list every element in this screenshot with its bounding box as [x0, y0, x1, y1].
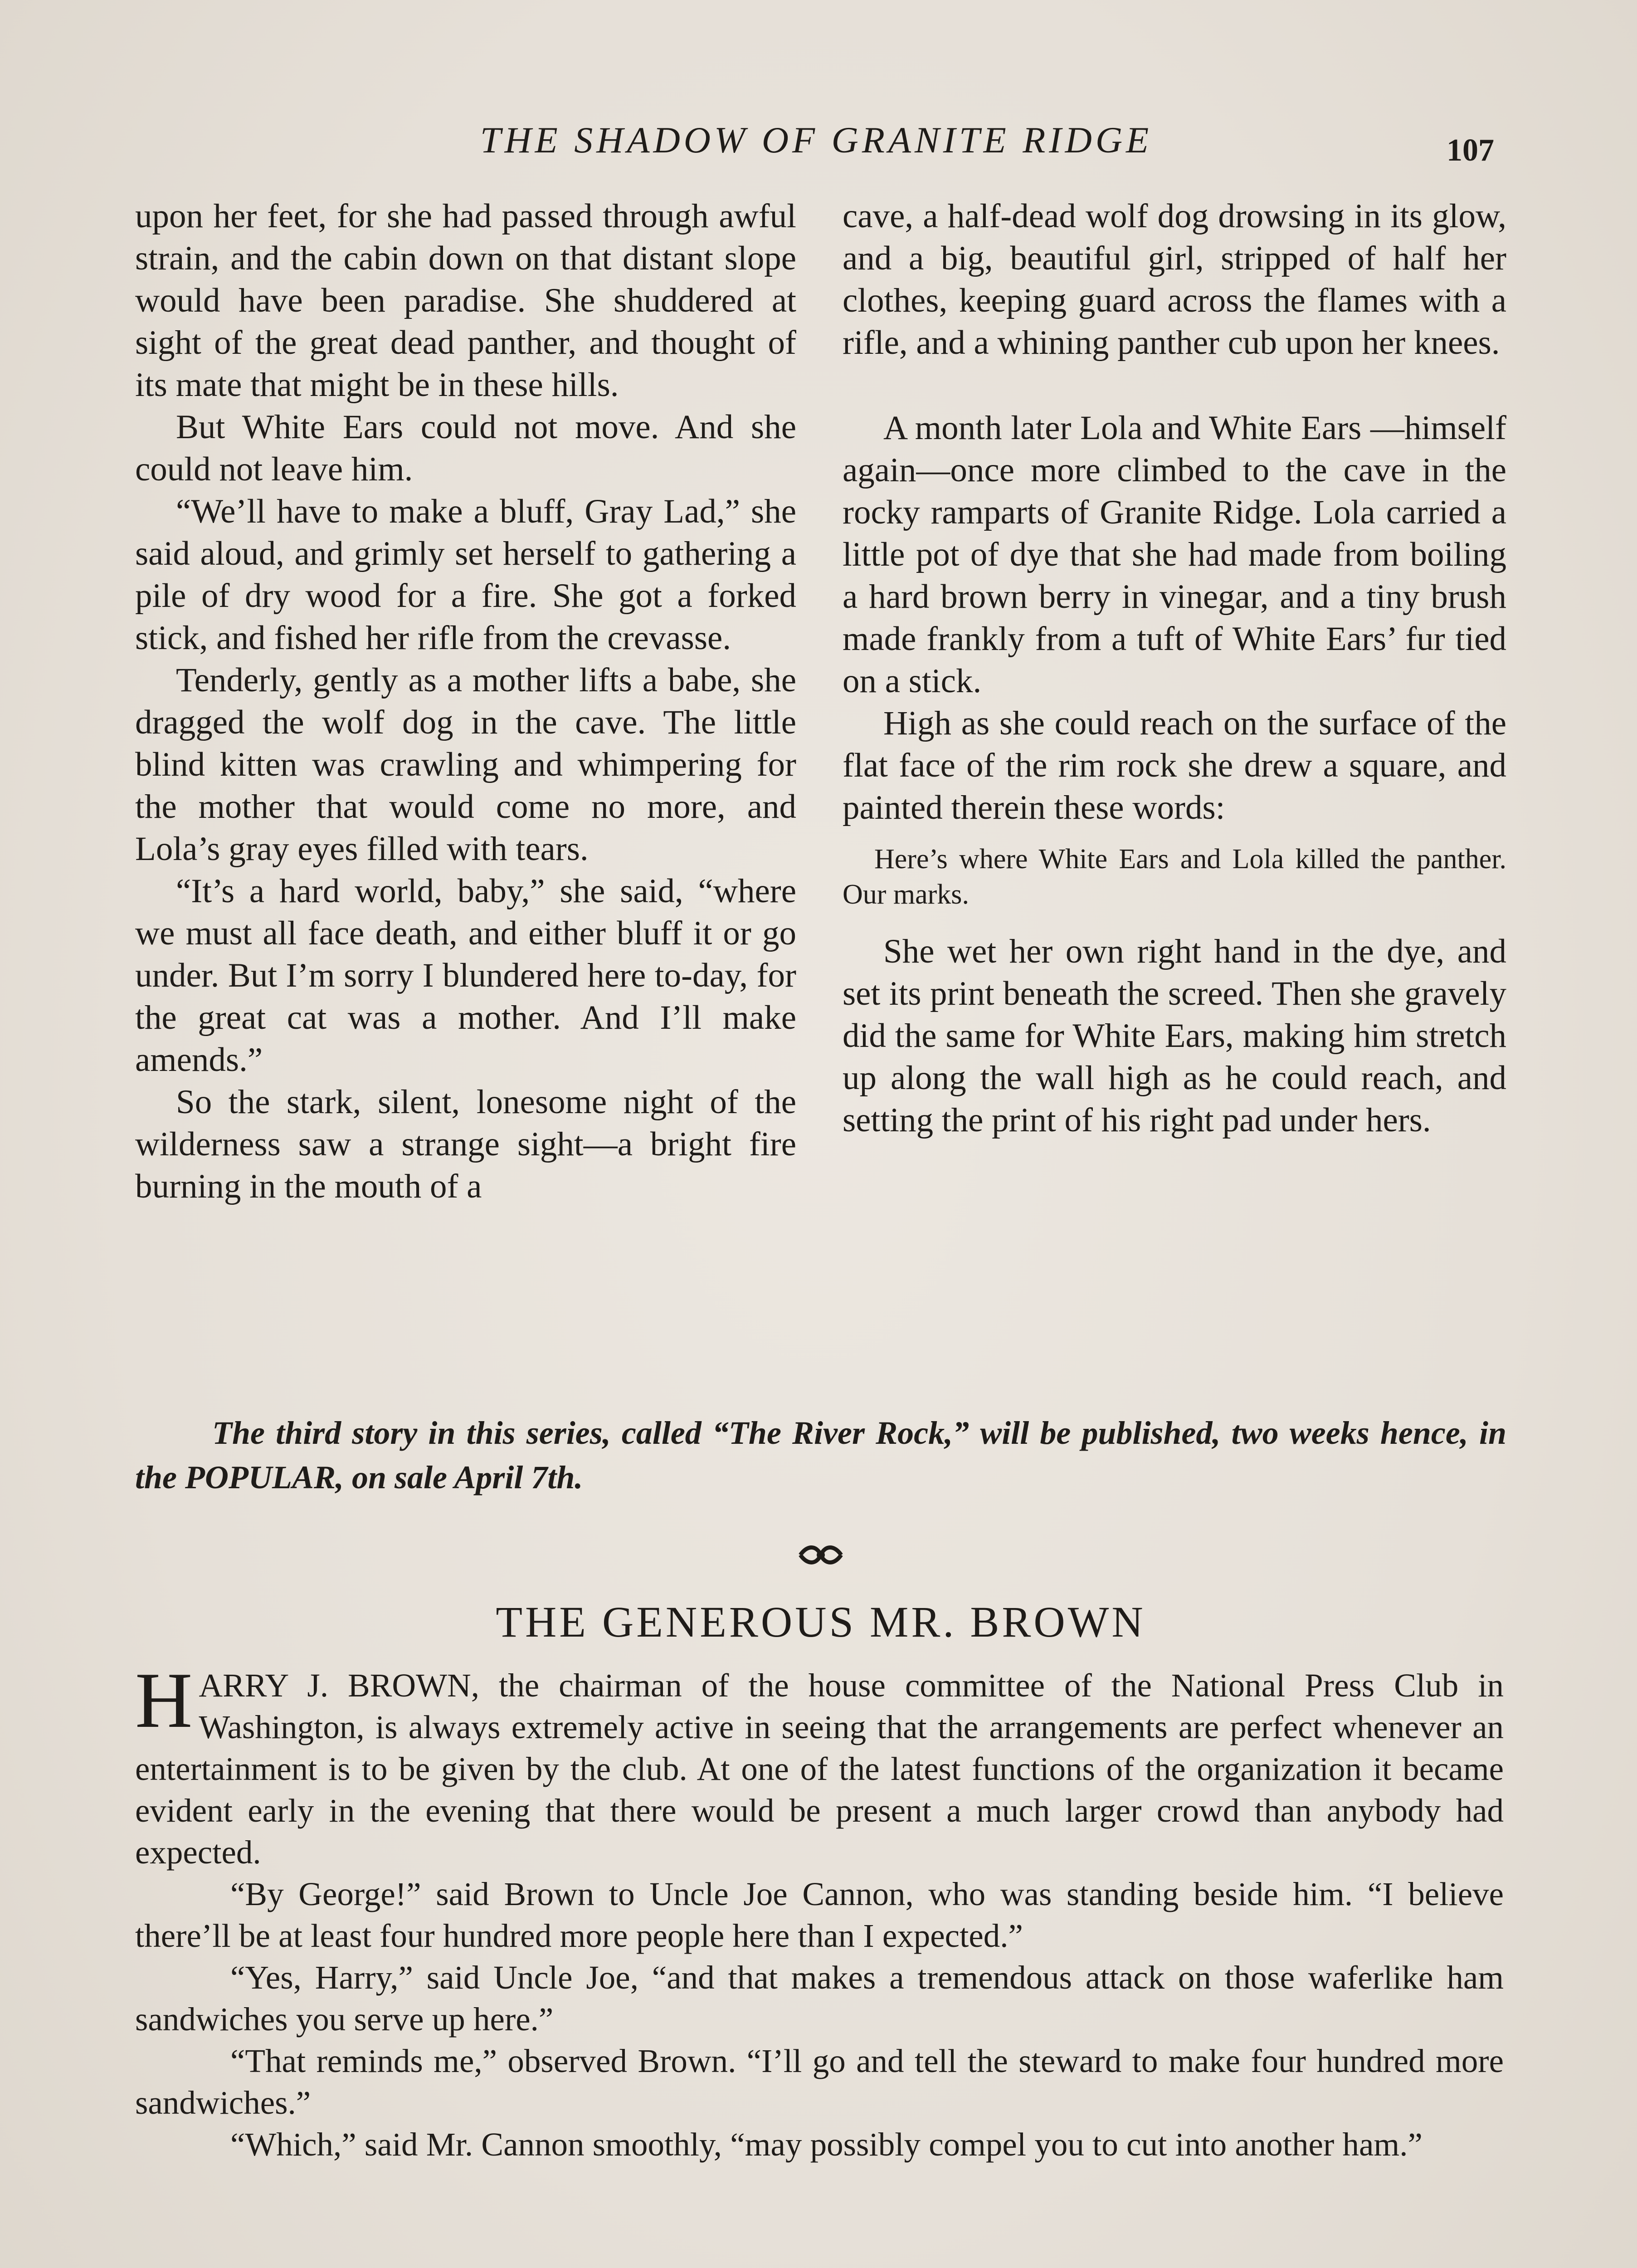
running-title: THE SHADOW OF GRANITE RIDGE [480, 119, 1153, 161]
drop-cap: H [135, 1656, 193, 1744]
first-paragraph-text: ARRY J. BROWN, the chairman of the house committee of the National Press Club in Washington, is always extremely active in seeing that the arrangements are perfect whenever an entertainment is to be given by the club. At one of the latest functions of the organization it became evident early in the evening that there would be present a much larger crowd than anybody had expected. [135, 1667, 1504, 1871]
paragraph: upon her feet, for she had passed through awful strain, and the cabin down on that distant slope would have been paradise. She shuddered at sight of the great dead panther, and thought of its mate that might be in these hills. [135, 197, 796, 404]
paragraph: “That reminds me,” observed Brown. “I’ll go and tell the steward to make four hundred more sandwiches.” [135, 2043, 1504, 2121]
section-break [843, 364, 1506, 407]
inscription-quote: Here’s where White Ears and Lola killed the panther. Our marks. [843, 844, 1506, 910]
left-column [135, 195, 796, 1207]
paragraph: “By George!” said Brown to Uncle Joe Cannon, who was standing beside him. “I believe there’ll be at least four hundred more people here than I expected.” [135, 1876, 1504, 1954]
paragraph: “We’ll have to make a bluff, Gray Lad,” she said aloud, and grimly set herself to gathering a pile of dry wood for a fire. She got a forked stick, and fished her rifle from the crevasse. [135, 493, 796, 657]
paragraph: “It’s a hard world, baby,” she said, “where we must all face death, and either bluff it or go under. But I’m sorry I blundered here to-day, for the great cat was a mother. And I’ll make amends.” [135, 872, 796, 1079]
paragraph: A month later Lola and White Ears —himself again—once more climbed to the cave in the rocky ramparts of Granite Ridge. Lola carried a little pot of dye that she had made from boiling a hard brown berry in vinegar, and a tiny brush made frankly from a tuft of White Ears’ fur tied on a stick. [843, 409, 1506, 700]
first-paragraph [135, 1656, 1504, 1873]
paragraph: She wet her own right hand in the dye, and set its print beneath the screed. Then she gravely did the same for White Ears, making him stretch up along the wall high as he could reach, and setting the print of his right pad under hers. [843, 933, 1506, 1139]
paragraph: “Which,” said Mr. Cannon smoothly, “may possibly compel you to cut into another ham.” [230, 2126, 1423, 2163]
series-note: The third story in this series, called “The River Rock,” will be published, two weeks hence, in the POPULAR, on sale April 7th. [135, 1415, 1506, 1496]
paragraph: High as she could reach on the surface of the flat face of the rim rock she drew a square, and painted therein these words: [843, 704, 1506, 826]
paragraph: But White Ears could not move. And she could not leave him. [135, 408, 796, 488]
paragraph: So the stark, silent, lonesome night of the wilderness saw a strange sight—a bright fire burning in the mouth of a [135, 1083, 796, 1205]
paragraph: Tenderly, gently as a mother lifts a babe, she dragged the wolf dog in the cave. The little blind kitten was crawling and whimpering for the mother that would come no more, and Lola’s gray eyes filled with tears. [135, 661, 796, 868]
paragraph: cave, a half-dead wolf dog drowsing in its glow, and a big, beautiful girl, stripped of half her clothes, keeping guard across the flames with a rifle, and a whining panther cub upon her knees. [843, 197, 1506, 362]
right-column [843, 195, 1506, 1141]
paragraph: “Yes, Harry,” said Uncle Joe, “and that makes a tremendous attack on those waferlike ham sandwiches you serve up here.” [135, 1959, 1504, 2038]
story-title: THE GENEROUS MR. BROWN [496, 1598, 1146, 1646]
story-body [135, 1656, 1504, 2165]
ornament-icon [796, 1541, 846, 1569]
page-number: 107 [1447, 133, 1494, 168]
